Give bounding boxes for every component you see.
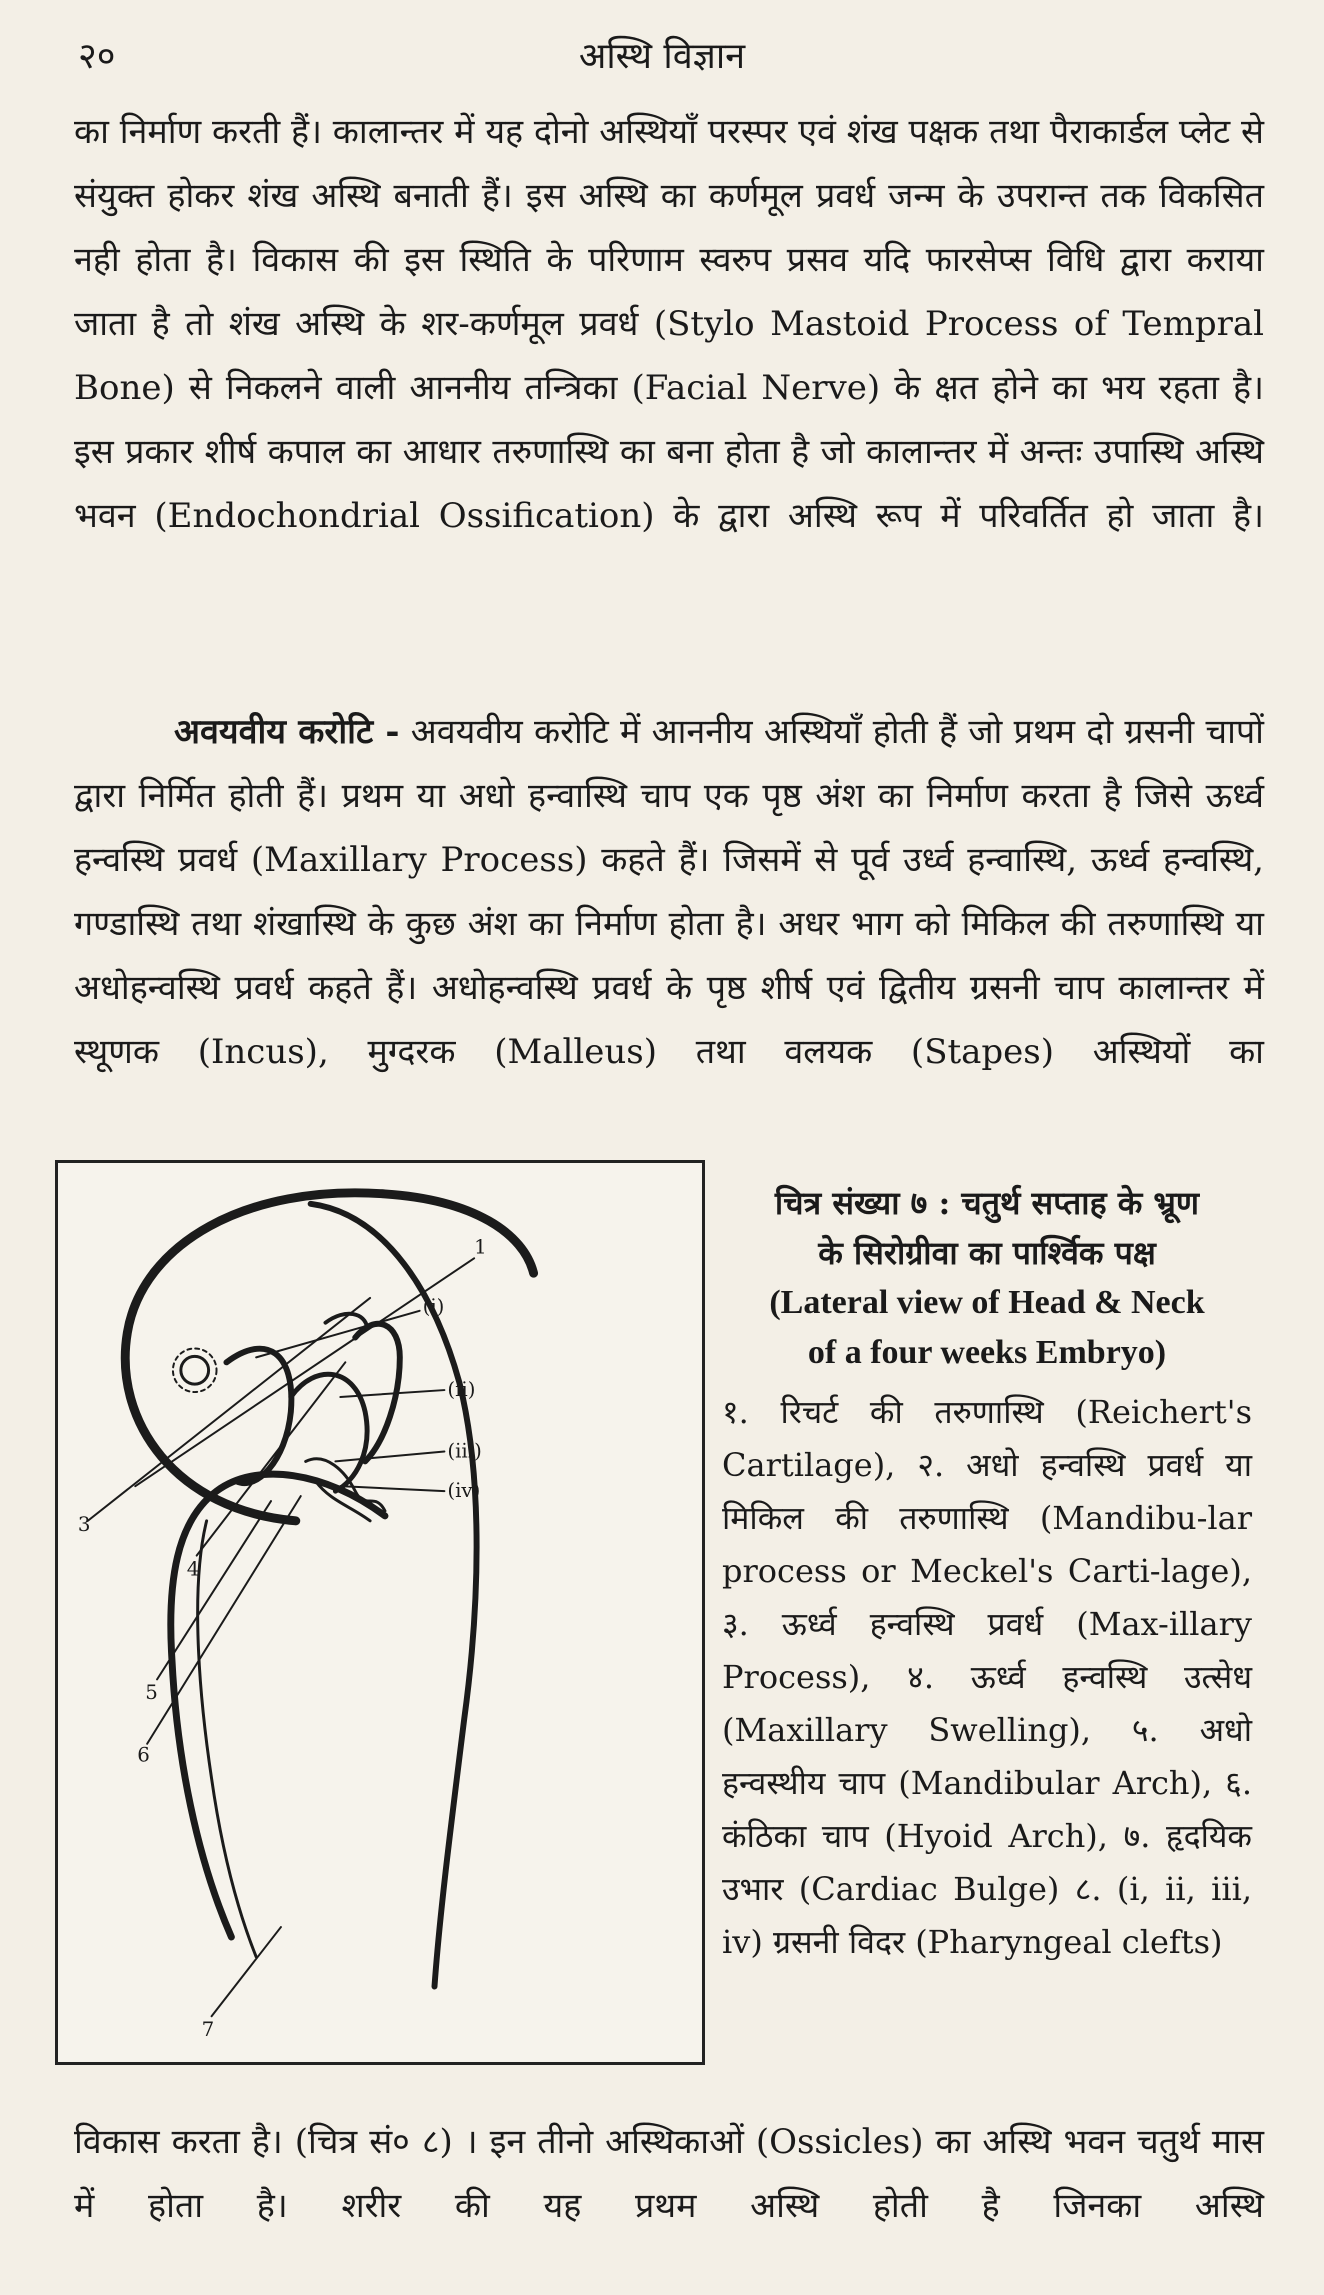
section-paragraph xyxy=(74,700,1264,1084)
embryo-drawing xyxy=(58,1163,702,2062)
caption-body: १. रिचर्ट की तरुणास्थि (Reichert's Cartilage), २. अधो हन्वस्थि प्रवर्ध या मिकिल की तरुणास्थि (Mandibu-lar process or Meckel's Carti-lage), ३. ऊर्ध्व हन्वस्थि प्रवर्ध (Max-illary Process), ४. ऊर्ध्व हन्वस्थि उत्सेध (Maxillary Swelling), ५. अधो हन्वस्थीय चाप (Mandibular Arch), ६. कंठिका चाप (Hyoid Arch), ७. हृदयिक उभार (Cardiac Bulge) ८. (i, ii, iii, iv) ग्रसनी विदर (Pharyngeal clefts) xyxy=(722,1393,1252,1961)
caption-title-english-2: of a four weeks Embryo) xyxy=(807,1334,1167,1371)
intro-paragraph: का निर्माण करती हैं। कालान्तर में यह दोनो अस्थियाँ परस्पर एवं शंख पक्षक तथा पैराकार्डल प्लेट से संयुक्त होकर शंख अस्थि बनाती हैं। इस अस्थि का कर्णमूल प्रवर्ध जन्म के उपरान्त तक विकसित नही होता है। विकास की इस स्थिति के परिणाम स्वरुप प्रसव यदि फारसेप्स विधि द्वारा कराया जाता है तो शंख अस्थि के शर-कर्णमूल प्रवर्ध (Stylo Mastoid Process of Tempral Bone) से निकलने वाली आननीय तन्त्रिका (Facial Nerve) के क्षत होने का भय रहता है। इस प्रकार शीर्ष कपाल का आधार तरुणास्थि का बना होता है जो कालान्तर में अन्तः उपास्थि अस्थि भवन (Endochondrial Ossification) के द्वारा अस्थि रूप में परिवर्तित हो जाता है। xyxy=(74,112,1264,536)
caption-title-hindi-1: चित्र संख्या ७ : चतुर्थ सप्ताह के भ्रूण xyxy=(774,1184,1200,1222)
figure-caption xyxy=(722,1178,1252,1969)
caption-title-hindi-2: के सिरोग्रीवा का पार्श्विक पक्ष xyxy=(818,1234,1156,1272)
section-heading: अवयवीय करोटि - xyxy=(174,712,400,752)
label-6: 6 xyxy=(137,1743,150,1767)
caption-title-english-1: (Lateral view of Head & Neck xyxy=(769,1284,1205,1321)
embryo-back-contour xyxy=(311,1204,477,1987)
mandibular-arch xyxy=(291,1374,367,1491)
caption-title xyxy=(722,1178,1252,1378)
label-4: 4 xyxy=(186,1557,200,1581)
page-number: २० xyxy=(78,36,116,77)
label-1: 1 xyxy=(474,1235,487,1259)
label-7: 7 xyxy=(201,2018,215,2042)
section-body: अवयवीय करोटि में आननीय अस्थियाँ होती हैं जो प्रथम दो ग्रसनी चापों द्वारा निर्मित होती हैं। प्रथम या अधो हन्वास्थि चाप एक पृष्ठ अंश का निर्माण करता है जिसे ऊर्ध्व हन्वस्थि प्रवर्ध (Maxillary Process) कहते हैं। जिसमें से पूर्व उर्ध्व हन्वास्थि, ऊर्ध्व हन्वस्थि, गण्डास्थि तथा शंखास्थि के कुछ अंश का निर्माण होता है। अधर भाग को मिकिल की तरुणास्थि या अधोहन्वस्थि प्रवर्ध कहते हैं। अधोहन्वस्थि प्रवर्ध के पृष्ठ शीर्ष एवं द्वितीय ग्रसनी चाप कालान्तर में स्थूणक (Incus), मुग्दरक (Malleus) तथा वलयक (Stapes) अस्थियों का xyxy=(74,712,1264,1072)
label-5: 5 xyxy=(145,1681,158,1705)
closing-paragraph: विकास करता है। (चित्र सं० ८) । इन तीनो अस्थिकाओं (Ossicles) का अस्थि भवन चतुर्थ मास में होता है। शरीर की यह प्रथम अस्थि होती है जिनका अस्थि xyxy=(74,2122,1264,2226)
label-3: 3 xyxy=(77,1512,91,1536)
embryo-figure xyxy=(55,1160,705,2065)
label-ii: (ii) xyxy=(447,1378,476,1402)
running-title: अस्थि विज्ञान xyxy=(578,36,746,77)
label-iv: (iv) xyxy=(447,1479,481,1503)
embryo-eye xyxy=(181,1356,209,1384)
label-iii: (iii) xyxy=(447,1439,482,1463)
label-i: (i) xyxy=(422,1294,445,1318)
